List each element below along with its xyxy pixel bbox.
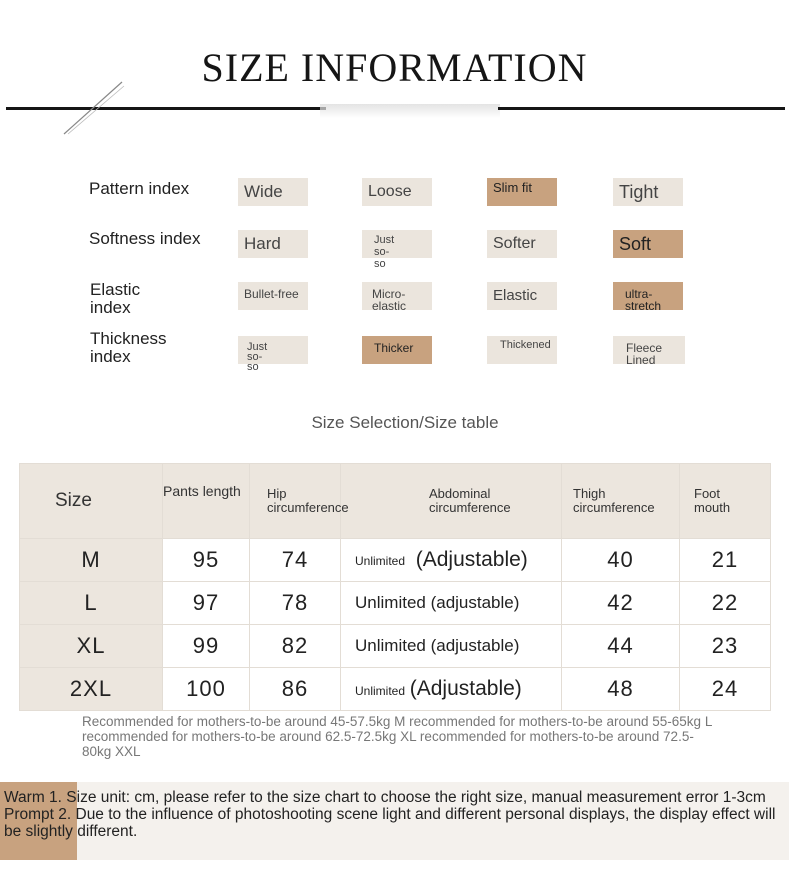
abdominal-unlimited-text: Unlimited bbox=[355, 684, 406, 698]
thickness-thickened-chip: Thickened bbox=[487, 336, 557, 364]
header-hip-circumference: Hip circumference bbox=[250, 464, 341, 539]
header-thigh-circumference: Thigh circumference bbox=[562, 464, 680, 539]
page-title: SIZE INFORMATION bbox=[201, 45, 588, 90]
abdominal-adjustable-text: (Adjustable) bbox=[409, 677, 522, 700]
pants-length-cell: 95 bbox=[163, 539, 250, 582]
table-row bbox=[20, 539, 771, 582]
thickness-just-so-so-chip: Just so-so bbox=[238, 336, 308, 364]
header-abdominal-circumference: Abdominal circumference bbox=[341, 464, 562, 539]
elastic-bullet-free-chip: Bullet-free bbox=[238, 282, 308, 310]
table-header-row bbox=[20, 464, 771, 539]
abdominal-adjustable-text: (Adjustable) bbox=[415, 548, 528, 571]
pattern-index-label: Pattern index bbox=[89, 179, 190, 198]
title-divider-left bbox=[6, 107, 326, 110]
thickness-thicker-chip: Thicker bbox=[362, 336, 432, 364]
elastic-index-label: Elastic index bbox=[90, 280, 141, 317]
header-size: Size bbox=[20, 464, 163, 539]
softness-softer-chip: Softer bbox=[487, 230, 557, 258]
table-row bbox=[20, 582, 771, 625]
warm-prompt bbox=[4, 789, 784, 840]
hip-cell: 82 bbox=[250, 625, 341, 668]
abdominal-cell bbox=[341, 668, 562, 711]
title-divider-right bbox=[498, 107, 785, 110]
hip-cell: 78 bbox=[250, 582, 341, 625]
hip-cell: 74 bbox=[250, 539, 341, 582]
size-cell: XL bbox=[20, 625, 163, 668]
size-table bbox=[19, 463, 771, 711]
pattern-slim-fit-chip: Slim fit bbox=[487, 178, 557, 206]
foot-mouth-cell: 22 bbox=[680, 582, 771, 625]
warm-prompt-line-1: Warm 1. Size unit: cm, please refer to the size chart to choose the right size, manual measurement error 1-3cm bbox=[4, 789, 766, 806]
title-divider-shadow bbox=[320, 104, 500, 118]
pattern-tight-chip: Tight bbox=[613, 178, 683, 206]
thickness-fleece-lined-chip: Fleece Lined bbox=[613, 336, 685, 364]
pants-length-cell: 97 bbox=[163, 582, 250, 625]
table-row bbox=[20, 668, 771, 711]
abdominal-cell bbox=[341, 539, 562, 582]
size-cell: M bbox=[20, 539, 163, 582]
softness-index-label: Softness index bbox=[89, 229, 201, 248]
foot-mouth-cell: 23 bbox=[680, 625, 771, 668]
abdominal-cell: Unlimited (adjustable) bbox=[341, 582, 562, 625]
thigh-cell: 42 bbox=[562, 582, 680, 625]
elastic-elastic-chip: Elastic bbox=[487, 282, 557, 310]
pattern-loose-chip: Loose bbox=[362, 178, 432, 206]
elastic-micro-elastic-chip: Micro-elastic bbox=[362, 282, 432, 310]
size-cell: 2XL bbox=[20, 668, 163, 711]
weight-recommendation-note: Recommended for mothers-to-be around 45-57.5kg M recommended for mothers-to-be around 55-65kg L recommended for mothers-to-be around 62.5-72.5kg XL recommended for mothers-to-be around 72.5-80kg XXL bbox=[82, 714, 712, 759]
thigh-cell: 40 bbox=[562, 539, 680, 582]
header-pants-length: Pants length bbox=[163, 464, 250, 539]
decorative-slash-icon bbox=[60, 76, 126, 138]
pants-length-cell: 100 bbox=[163, 668, 250, 711]
foot-mouth-cell: 21 bbox=[680, 539, 771, 582]
hip-cell: 86 bbox=[250, 668, 341, 711]
abdominal-cell: Unlimited (adjustable) bbox=[341, 625, 562, 668]
softness-soft-chip: Soft bbox=[613, 230, 683, 258]
pattern-wide-chip: Wide bbox=[238, 178, 308, 206]
elastic-ultra-stretch-chip: ultra-stretch bbox=[613, 282, 683, 310]
size-table-subtitle: Size Selection/Size table bbox=[311, 413, 499, 432]
thigh-cell: 48 bbox=[562, 668, 680, 711]
abdominal-unlimited-text: Unlimited bbox=[355, 554, 406, 569]
size-cell: L bbox=[20, 582, 163, 625]
softness-just-so-so-chip: Just so-so bbox=[362, 230, 432, 258]
pants-length-cell: 99 bbox=[163, 625, 250, 668]
foot-mouth-cell: 24 bbox=[680, 668, 771, 711]
softness-hard-chip: Hard bbox=[238, 230, 308, 258]
table-row bbox=[20, 625, 771, 668]
thigh-cell: 44 bbox=[562, 625, 680, 668]
header-foot-mouth: Foot mouth bbox=[680, 464, 771, 539]
thickness-index-label: Thickness index bbox=[90, 329, 167, 366]
warm-prompt-line-2: Prompt 2. Due to the influence of photoshooting scene light and different personal displays, the display effect will be slightly different. bbox=[4, 806, 776, 840]
